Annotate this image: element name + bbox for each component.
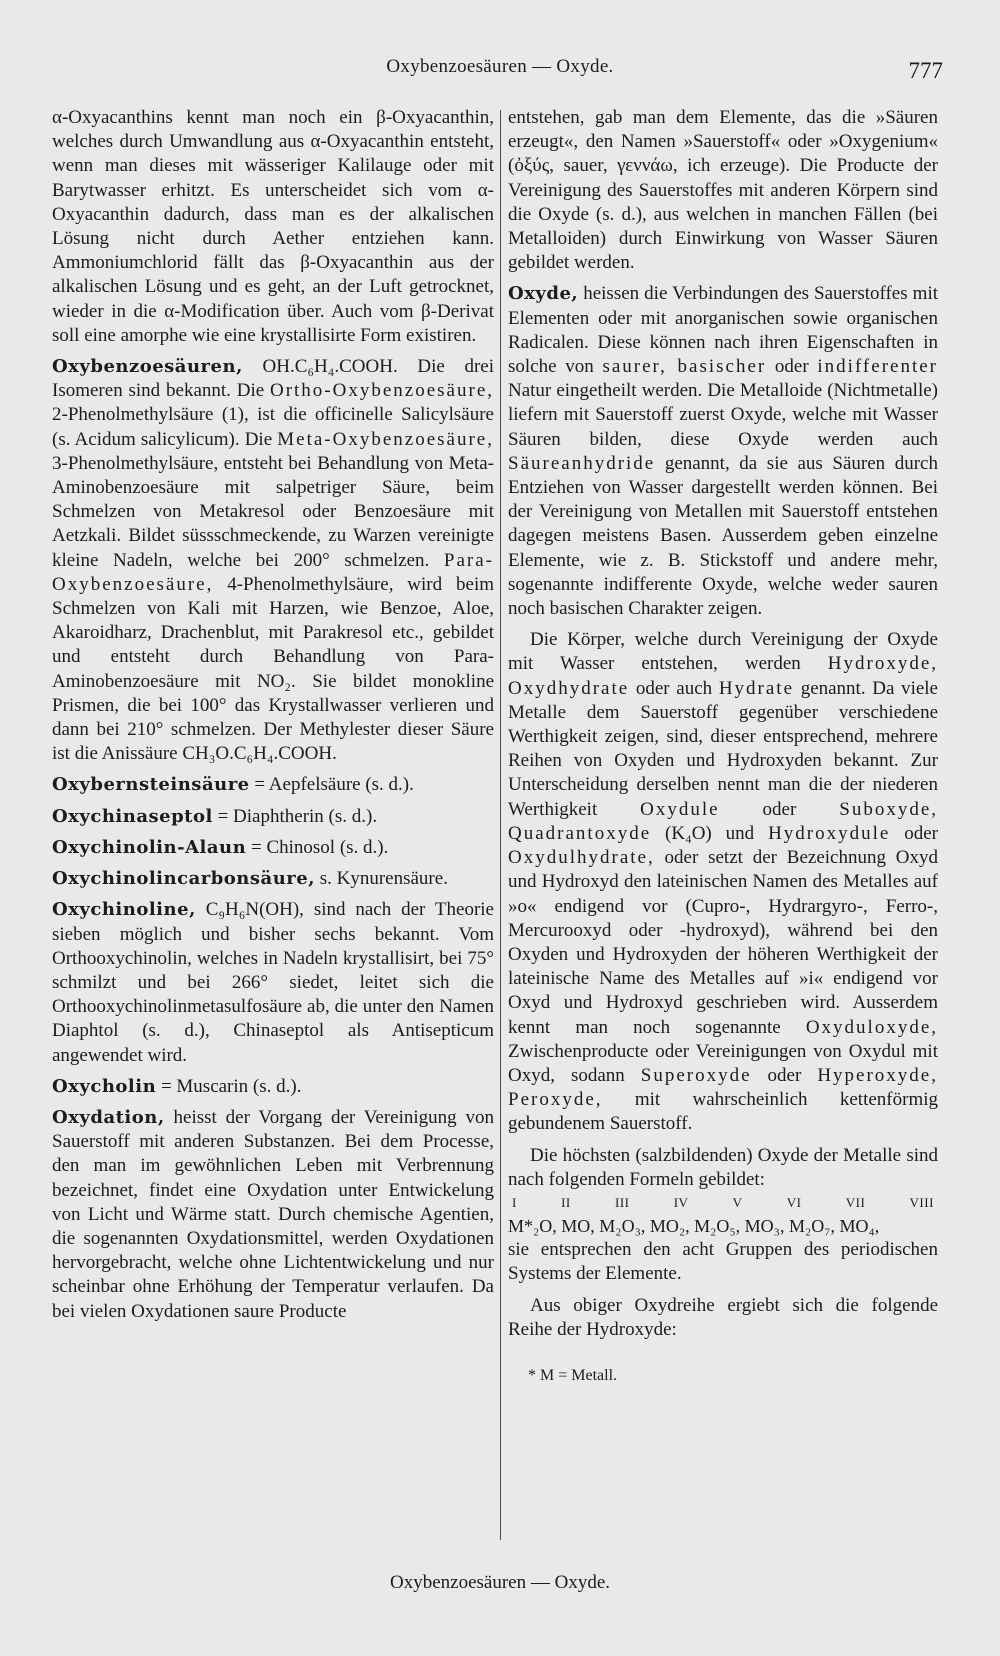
entry-oxycholin [52,1075,494,1099]
spaced-term: Hyperoxyde, Peroxyde, [508,1064,938,1111]
entry-text: genannt, da sie aus Säuren durch Entziehen von Wasser dargestellt werden können. Bei der Vereinigung von Metallen mit Sauerstoff entstehen dagegen meistens Basen. Ausserdem geben einzelne Elemente, wie z. B. Stickstoff und andere mehr, sogenannte indifferente Oxyde, welche weder sauren noch basischen Charakter zeigen. [508,452,938,620]
roman-numeral: V [732,1194,743,1210]
entry-text: oder [719,798,840,820]
entry-oxychinaseptol [52,805,494,829]
headword: Oxybenzoesäuren, [52,356,243,378]
entry-text: oder [751,1064,818,1086]
roman-numeral: IV [673,1194,689,1210]
roman-numeral: VI [786,1194,802,1210]
entry-text: mit wahrscheinlich kettenförmig gebundenem Sauerstoff. [508,1089,938,1135]
roman-numeral: I [512,1194,517,1210]
spaced-term: Hydroxyde, Oxydhydrate [508,653,938,699]
entry-oxybenzoesaeuren [52,355,494,766]
entry-text: genannt. Da viele Metalle dem Sauerstoff gegenüber verschiedene Werthigkeit zeigen, sind, dieser entsprechend, mehrere Reihen von Oxyden und Hydroxyden bekannt. Zur Unterscheidung derselben nennt man die der niederen Werthigkeit [508,677,938,820]
spaced-term: Oxydulhydrate, [508,847,655,869]
entry-oxychinoline [52,898,494,1067]
roman-numeral: VIII [909,1194,934,1210]
page-header [0,50,1000,90]
column-divider [500,110,501,1540]
spaced-term: Para-Oxybenzoesäure, [52,549,494,595]
footnote: * M = Metall. [528,1366,618,1384]
spaced-term: Hydrate [718,677,795,699]
paragraph-hydroxyde [508,628,938,1136]
entry-text: = Aepfelsäure (s. d.). [249,774,414,796]
roman-numeral-row [508,1192,938,1214]
entry-text: oder [890,822,938,844]
paragraph-hydroxyd-reihe: Aus obiger Oxydreihe ergiebt sich die folgende Reihe der Hydroxyde: [508,1294,938,1340]
paragraph-oxyacanthin: α-Oxyacanthins kennt man noch ein β-Oxyacanthin, welches durch Umwandlung aus α-Oxyacanthin entsteht, wenn man dieses mit wässeriger Kalilauge oder mit Barytwasser erhitzt. Es unterscheidet sich vom α-Oxyacanthin dadurch, dass man es der alkalischen Lösung nicht durch Aether entziehen kann. Ammoniumchlorid fällt das β-Oxyacanthin aus der alkalischen Lösung und es geht, an der Luft getrocknet, wieder in die α-Modification über. Auch vom β-Derivat soll eine amorphe wie eine krystallisirte Form existiren. [52,107,494,346]
paragraph-sauerstoff: entstehen, gab man dem Elemente, das die »Säuren erzeugt«, den Namen »Sauerstoff« oder »Oxygenium« (ὀξύς, sauer, γεννάω, ich erzeuge). Die Producte der Vereinigung des Sauerstoffes mit anderen Körpern sind die Oxyde (s. d.), aus welchen in manchen Fällen (bei Metalloiden) durch Einwirkung von Wasser Säuren gebildet werden. [508,107,938,274]
entry-text: oder [766,356,818,378]
entry-text: s. Kynurensäure. [314,868,448,890]
spaced-term: Oxydule [640,798,720,820]
entry-text: Die drei Isomeren sind bekannt. Die [52,356,495,402]
entry-oxydation [52,1106,494,1324]
headword: Oxydation, [52,1106,165,1128]
entry-text: Die Körper, welche durch Vereinigung der Oxyde mit Wasser entstehen, werden [508,629,938,675]
spaced-term: Meta-Oxybenzoesäure, [277,428,494,450]
headword: Oxychinoline, [52,899,196,921]
entry-oxyde [508,282,938,621]
spaced-term: Ortho-Oxybenzoesäure, [269,380,494,402]
page-number: 777 [908,58,943,83]
spaced-term: Oxyduloxyde, [805,1016,938,1038]
entry-text: (K₄O) und [651,822,769,844]
page-footer: Oxybenzoesäuren — Oxyde. [389,1572,610,1593]
spaced-term: Suboxyde, Quadrantoxyde [508,798,938,844]
entry-text: heisst der Vorgang der Vereinigung von Sauerstoff mit anderen Substanzen. Bei dem Processe, den man im gewöhnlichen Leben mit Verbrennung bezeichnet, findet eine Oxydation unter Entwickelung von Licht und Wärme statt. Durch chemische Agentien, die sogenannten Oxydationsmittel, werden Oxydationen hervorgebracht, welche ohne Lichtentwickelung und nur scheinbar ohne Erhöhung der Temperatur verlaufen. Da bei vielen Oxydationen saure Producte [52,1106,494,1322]
roman-numeral: VII [845,1194,866,1210]
running-head: Oxybenzoesäuren — Oxyde. [386,56,614,77]
oxide-formulas: M*₂O, MO, M₂O₃, MO₂, M₂O₅, MO₃, M₂O₇, MO₄, [508,1215,880,1236]
spaced-term: Hydroxydule [768,822,891,844]
entry-text: 4-Phenolmethylsäure, wird beim Schmelzen von Kali mit Harzen, wie Benzoe, Aloe, Akaroidharz, Drachenblut, mit Parakresol etc., gebildet und entsteht durch Behandlung von Para-Aminobenzoesäure mit NO₂. Sie bildet monokline Prismen, die bei 100° das Krystallwasser verlieren und dann bei 210° schmelzen. Der Methylester dieser Säure ist die Anissäure CH₃O.C₆H₄.COOH. [52,573,494,765]
entry-text: oder setzt der Bezeichnung Oxyd und Hydroxyd den lateinischen Namen des Metalles auf »o« endigend vor (Cupro-, Hydrargyro-, Ferro-, Mercurooxyd oder -hydroxyd), während bei den Oxyden und Hydroxyden der höheren Werthigkeit der lateinische Name des Metalles auf »i« endigend vor Oxyd und Hydroxyd geschrieben wird. Ausserdem kennt man noch sogenannte [508,847,938,1038]
headword: Oxychinolin-Alaun [52,836,247,858]
entry-text: C₉H₆N(OH), sind nach der Theorie sieben möglich und bisher sechs bekannt. Vom Orthooxychinolin, welches in Nadeln krystallisirt, bei 75° schmilzt und bei 266° siedet, leitet sich die Orthooxychinolinmetasulfosäure ab, die unter den Namen Diaphtol (s. d.), Chinaseptol als Antisepticum angewendet wird. [52,899,494,1066]
entry-text: Zwischenproducte oder Vereinigungen von Oxydul mit Oxyd, sodann [508,1040,938,1086]
entry-oxybernsteinsaeure [52,773,494,797]
roman-numeral: III [614,1194,630,1210]
right-column [508,106,938,1388]
paragraph-periodic-groups: sie entsprechen den acht Gruppen des periodischen Systems der Elemente. [508,1239,938,1285]
entry-oxychinolincarbonsaeure [52,867,494,891]
spaced-term: saurer, basischer [602,356,767,378]
entry-text: heissen die Verbindungen des Sauerstoffes mit Elementen oder mit anorganischen sowie organischen Radicalen. Diese können nach ihren Eigenschaften in solche von [508,283,938,378]
entry-oxychinolin-alaun [52,836,494,860]
headword: Oxychinaseptol [52,805,213,827]
entry-text: 2-Phenolmethylsäure (1), ist die officinelle Salicylsäure (s. Acidum salicylicum). Die [52,404,494,450]
entry-text: = Diaphtherin (s. d.). [212,805,378,827]
entry-text: = Muscarin (s. d.). [156,1075,302,1097]
entry-text: oder auch [629,677,719,699]
headword: Oxyde, [508,283,579,305]
headword: Oxychinolincarbonsäure, [52,868,315,890]
spaced-term: Säureanhydride [508,452,656,474]
entry-text: 3-Phenolmethylsäure, entsteht bei Behandlung von Meta-Aminobenzoesäure mit salpetriger Säure, beim Schmelzen von Metakresol oder Benzoesäure mit Aetzkali. Bildet süssschmeckende, zu Warzen vereinigte kleine Nadeln, welche bei 200° schmelzen. [52,452,494,571]
roman-numeral: II [561,1194,571,1210]
paragraph-hoechste-oxyde: Die höchsten (salzbildenden) Oxyde der Metalle sind nach folgenden Formeln gebildet: [508,1144,938,1190]
spaced-term: Superoxyde [640,1064,752,1086]
left-column [52,106,494,1324]
spaced-term: indifferenter [817,356,938,378]
entry-text: = Chinosol (s. d.). [246,836,389,858]
entry-text: Natur eingetheilt werden. Die Metalloide (Nichtmetalle) liefern mit Sauerstoff zuerst Oxyde, welche mit Wasser Säuren bilden, diese Oxyde werden auch [508,380,938,450]
headword: Oxybernsteinsäure [52,774,250,796]
formula: OH.C₆H₄.COOH. [262,356,398,378]
headword: Oxycholin [52,1075,157,1097]
